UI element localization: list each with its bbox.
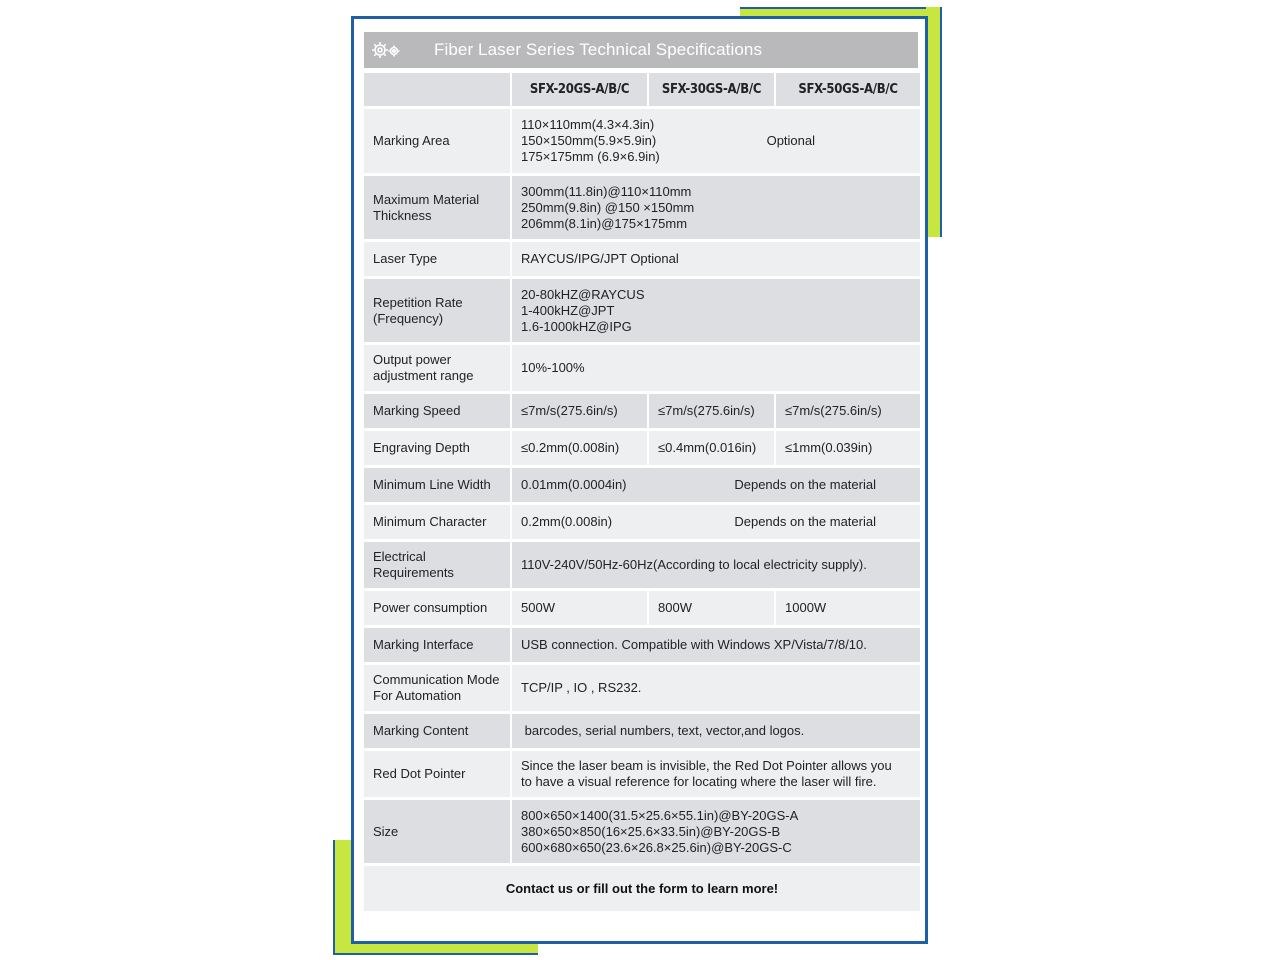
row-marking-area xyxy=(364,109,920,176)
value-line: 206mm(8.1in)@175×175mm xyxy=(521,215,688,231)
value-line: to have a visual reference for locating where the laser will fire. xyxy=(521,774,877,789)
row-value: 1000W xyxy=(776,591,920,628)
row-value xyxy=(512,468,920,505)
model-header: SFX-30GS-A/B/C xyxy=(649,73,776,109)
row-value: 110V-240V/50Hz-60Hz(According to local electricity supply). xyxy=(512,542,920,591)
gears-icon xyxy=(370,38,404,62)
row-value: ≤0.2mm(0.008in) xyxy=(512,431,649,468)
row-label: Electrical Requirements xyxy=(364,542,512,591)
row-value xyxy=(512,505,920,542)
row-value: RAYCUS/IPG/JPT Optional xyxy=(512,242,920,279)
row-label: Marking Content xyxy=(364,714,512,751)
row-label: Marking Interface xyxy=(364,628,512,665)
row-label: Maximum Material Thickness xyxy=(364,176,512,242)
row-output-power xyxy=(364,345,920,394)
row-value: 10%-100% xyxy=(512,345,920,394)
value-line: 1.6-1000kHZ@IPG xyxy=(521,318,632,334)
value-text: 0.2mm(0.008in) xyxy=(521,514,613,529)
row-red-dot xyxy=(364,751,920,800)
value-line: Since the laser beam is invisible, the Red Dot Pointer allows you xyxy=(521,758,892,773)
row-value xyxy=(512,109,920,176)
row-value: USB connection. Compatible with Windows XP/Vista/7/8/10. xyxy=(512,628,920,665)
value-line: 600×680×650(23.6×26.8×25.6in)@BY-20GS-C xyxy=(521,839,792,855)
row-label: Minimum Character xyxy=(364,505,512,542)
row-value xyxy=(512,279,920,345)
value-note: Depends on the material xyxy=(734,514,876,529)
row-min-line-width xyxy=(364,468,920,505)
row-marking-speed xyxy=(364,394,920,431)
row-value: barcodes, serial numbers, text, vector,and logos. xyxy=(512,714,920,751)
row-electrical xyxy=(364,542,920,591)
row-value: TCP/IP , IO , RS232. xyxy=(512,665,920,714)
value-line: 1-400kHZ@JPT xyxy=(521,302,615,318)
spec-card xyxy=(351,16,928,944)
row-value: ≤7m/s(275.6in/s) xyxy=(512,394,649,431)
footer-row xyxy=(364,866,920,914)
value-line: 150×150mm(5.9×5.9in) xyxy=(521,133,657,148)
row-max-thickness xyxy=(364,176,920,242)
decorative-frame-right xyxy=(926,7,942,237)
row-value xyxy=(512,176,920,242)
row-value xyxy=(512,800,920,866)
row-label: Communication Mode For Automation xyxy=(364,665,512,714)
spec-table xyxy=(364,73,920,914)
value-line: 800×650×1400(31.5×25.6×55.1in)@BY-20GS-A xyxy=(521,807,799,823)
row-min-character xyxy=(364,505,920,542)
row-value xyxy=(512,751,920,800)
row-value: ≤0.4mm(0.016in) xyxy=(649,431,776,468)
header-blank-cell xyxy=(364,73,512,109)
row-engraving-depth xyxy=(364,431,920,468)
row-label: Output power adjustment range xyxy=(364,345,512,394)
row-value: 800W xyxy=(649,591,776,628)
value-note: Optional xyxy=(766,133,815,148)
page-title: Fiber Laser Series Technical Specifications xyxy=(434,40,763,59)
row-power-consumption xyxy=(364,591,920,628)
row-label: Repetition Rate (Frequency) xyxy=(364,279,512,345)
value-line: 250mm(9.8in) @150 ×150mm xyxy=(521,199,695,215)
row-value: ≤1mm(0.039in) xyxy=(776,431,920,468)
row-size xyxy=(364,800,920,866)
contact-cta: Contact us or fill out the form to learn more! xyxy=(364,866,920,914)
row-marking-interface xyxy=(364,628,920,665)
header-row xyxy=(364,73,920,109)
row-label: Power consumption xyxy=(364,591,512,628)
row-label: Size xyxy=(364,800,512,866)
model-header: SFX-20GS-A/B/C xyxy=(512,73,649,109)
row-communication xyxy=(364,665,920,714)
value-text: 0.01mm(0.0004in) xyxy=(521,477,627,492)
value-note: Depends on the material xyxy=(734,477,876,492)
row-label: Engraving Depth xyxy=(364,431,512,468)
row-repetition-rate xyxy=(364,279,920,345)
row-value: ≤7m/s(275.6in/s) xyxy=(776,394,920,431)
row-label: Red Dot Pointer xyxy=(364,751,512,800)
row-value: 500W xyxy=(512,591,649,628)
value-line: 380×650×850(16×25.6×33.5in)@BY-20GS-B xyxy=(521,823,781,839)
row-label: Marking Speed xyxy=(364,394,512,431)
row-laser-type xyxy=(364,242,920,279)
title-bar xyxy=(364,32,918,68)
row-value: ≤7m/s(275.6in/s) xyxy=(649,394,776,431)
row-label: Laser Type xyxy=(364,242,512,279)
value-line: 20-80kHZ@RAYCUS xyxy=(521,286,645,302)
value-line: 175×175mm (6.9×6.9in) xyxy=(521,149,660,164)
row-label: Marking Area xyxy=(364,109,512,176)
row-marking-content xyxy=(364,714,920,751)
row-label: Minimum Line Width xyxy=(364,468,512,505)
model-header: SFX-50GS-A/B/C xyxy=(776,73,920,109)
value-line: 110×110mm(4.3×4.3in) xyxy=(521,117,655,132)
value-line: 300mm(11.8in)@110×110mm xyxy=(521,183,692,199)
